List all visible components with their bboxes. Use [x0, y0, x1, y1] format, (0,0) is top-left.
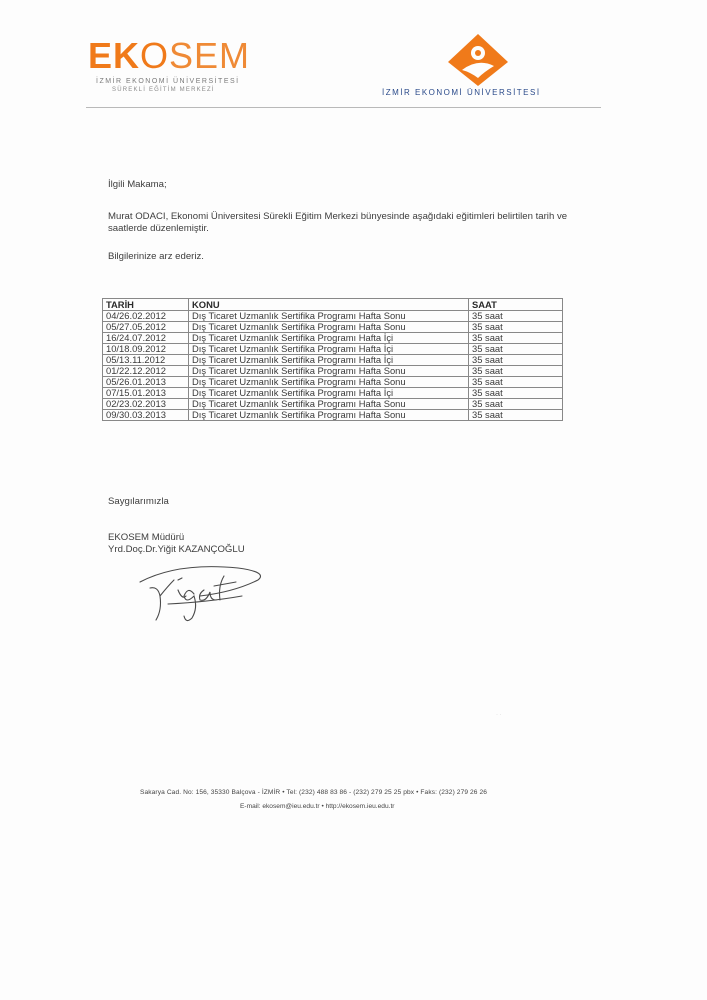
cell-topic: Dış Ticaret Uzmanlık Sertifika Programı Hafta Sonu [189, 410, 469, 421]
table-row [103, 311, 563, 322]
table-row [103, 377, 563, 388]
header-divider [86, 107, 601, 108]
signature-icon [138, 556, 273, 626]
cell-date: 09/30.03.2013 [103, 410, 189, 421]
cell-topic: Dış Ticaret Uzmanlık Sertifika Programı Hafta Sonu [189, 366, 469, 377]
cell-hours: 35 saat [469, 377, 563, 388]
logo-part-o: O [140, 35, 170, 76]
closing: Saygılarımızla [108, 496, 169, 507]
cell-date: 05/26.01.2013 [103, 377, 189, 388]
cell-hours: 35 saat [469, 388, 563, 399]
cell-topic: Dış Ticaret Uzmanlık Sertifika Programı Hafta İçi [189, 388, 469, 399]
cell-hours: 35 saat [469, 322, 563, 333]
header-date: TARİH [103, 299, 189, 311]
cell-date: 07/15.01.2013 [103, 388, 189, 399]
letter-body: Murat ODACI, Ekonomi Üniversitesi Sürekli Eğitim Merkezi bünyesinde aşağıdaki eğitimleri belirtilen tarih ve saatlerde düzenlemiştir. [108, 211, 568, 234]
signatory-name: Yrd.Doç.Dr.Yiğit KAZANÇOĞLU [108, 544, 245, 555]
university-name: İZMİR EKONOMİ ÜNİVERSİTESİ [382, 88, 541, 97]
cell-date: 05/13.11.2012 [103, 355, 189, 366]
salutation: İlgili Makama; [108, 179, 167, 190]
ekosem-logo [88, 35, 258, 93]
cell-hours: 35 saat [469, 344, 563, 355]
cell-hours: 35 saat [469, 311, 563, 322]
header-hours: SAAT [469, 299, 563, 311]
signatory-title: EKOSEM Müdürü [108, 532, 185, 543]
logo-part-eko: EK [88, 35, 141, 76]
cell-topic: Dış Ticaret Uzmanlık Sertifika Programı Hafta Sonu [189, 399, 469, 410]
cell-date: 05/27.05.2012 [103, 322, 189, 333]
cell-topic: Dış Ticaret Uzmanlık Sertifika Programı Hafta İçi [189, 344, 469, 355]
cell-date: 16/24.07.2012 [103, 333, 189, 344]
footer-contact: E-mail: ekosem@ieu.edu.tr • http://ekosem.ieu.edu.tr [240, 803, 395, 810]
cell-date: 01/22.12.2012 [103, 366, 189, 377]
scan-speck: · · [496, 712, 502, 718]
letter-info: Bilgilerinize arz ederiz. [108, 251, 204, 262]
table-row [103, 355, 563, 366]
header-topic: KONU [189, 299, 469, 311]
table-row [103, 322, 563, 333]
cell-hours: 35 saat [469, 333, 563, 344]
table-row [103, 366, 563, 377]
logo-subtitle-university: İZMİR EKONOMİ ÜNİVERSİTESİ [96, 78, 240, 85]
table-row [103, 410, 563, 421]
table-row [103, 388, 563, 399]
ekosem-wordmark [88, 35, 258, 76]
cell-hours: 35 saat [469, 366, 563, 377]
cell-hours: 35 saat [469, 399, 563, 410]
logo-part-sem: SEM [169, 35, 251, 76]
signatory [108, 532, 245, 556]
cell-topic: Dış Ticaret Uzmanlık Sertifika Programı Hafta İçi [189, 355, 469, 366]
training-table [102, 298, 563, 421]
table-row [103, 333, 563, 344]
cell-topic: Dış Ticaret Uzmanlık Sertifika Programı Hafta Sonu [189, 311, 469, 322]
cell-date: 02/23.02.2013 [103, 399, 189, 410]
footer-address: Sakarya Cad. No: 156, 35330 Balçova - İZMİR • Tel: (232) 488 83 86 - (232) 279 25 25 pbx • Faks: (232) 279 26 26 [140, 789, 488, 796]
cell-date: 04/26.02.2012 [103, 311, 189, 322]
logo-subtitle-center: SÜREKLİ EĞİTİM MERKEZİ [112, 87, 215, 93]
cell-hours: 35 saat [469, 410, 563, 421]
table-row [103, 344, 563, 355]
cell-hours: 35 saat [469, 355, 563, 366]
cell-topic: Dış Ticaret Uzmanlık Sertifika Programı Hafta Sonu [189, 322, 469, 333]
university-emblem-icon [440, 32, 520, 88]
table-header-row [103, 299, 563, 311]
cell-topic: Dış Ticaret Uzmanlık Sertifika Programı Hafta Sonu [189, 377, 469, 388]
cell-date: 10/18.09.2012 [103, 344, 189, 355]
cell-topic: Dış Ticaret Uzmanlık Sertifika Programı Hafta İçi [189, 333, 469, 344]
table-row [103, 399, 563, 410]
